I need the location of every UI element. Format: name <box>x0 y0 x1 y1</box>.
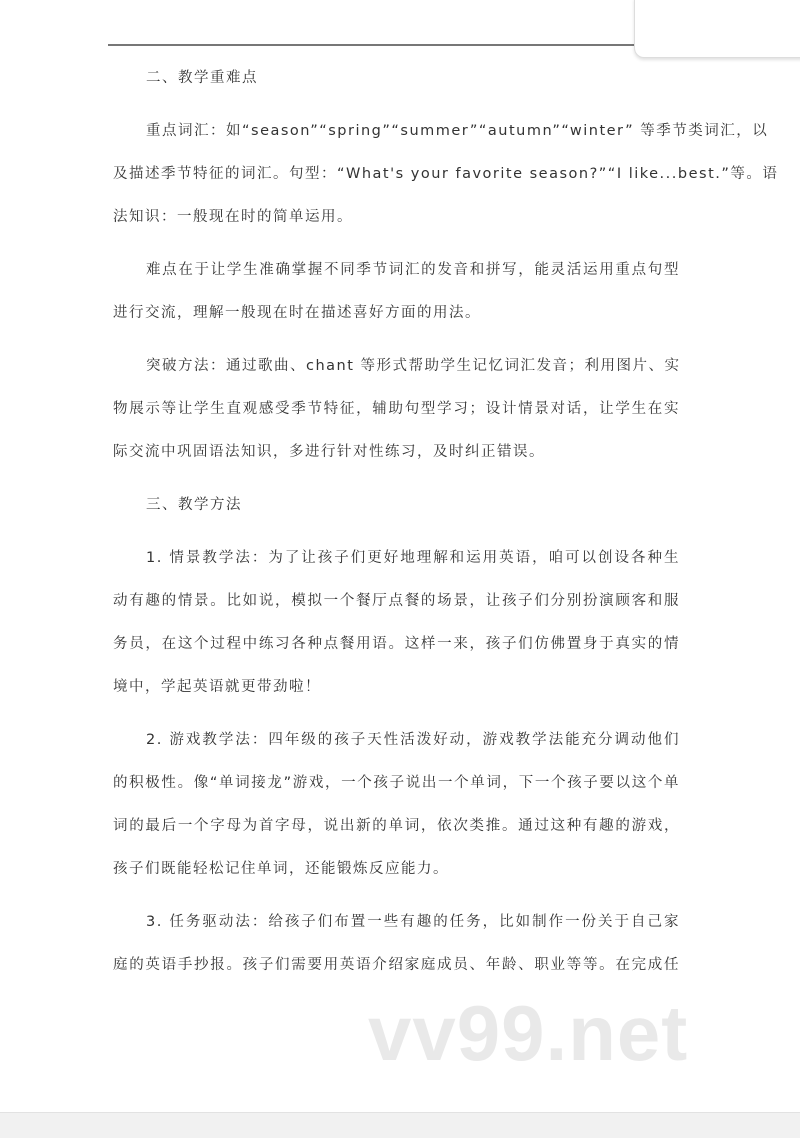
page-top-rule <box>108 44 634 46</box>
text-line: 孩子们既能轻松记住单词，还能锻炼反应能力。 <box>113 861 449 877</box>
text-line: 务员，在这个过程中练习各种点餐用语。这样一来，孩子们仿佛置身于真实的情 <box>113 636 680 652</box>
text-line: 难点在于让学生准确掌握不同季节词汇的发音和拼写，能灵活运用重点句型 <box>146 262 680 278</box>
text-line: 突破方法：通过歌曲、chant 等形式帮助学生记忆词汇发音；利用图片、实 <box>146 358 681 374</box>
text-line: 二、教学重难点 <box>146 70 258 86</box>
text-line: 的积极性。像“单词接龙”游戏，一个孩子说出一个单词，下一个孩子要以这个单 <box>113 775 680 791</box>
paragraph <box>113 57 680 100</box>
text-line: 三、教学方法 <box>146 497 242 513</box>
text-line: 庭的英语手抄报。孩子们需要用英语介绍家庭成员、年龄、职业等等。在完成任 <box>113 957 680 973</box>
text-line: 2. 游戏教学法：四年级的孩子天性活泼好动，游戏教学法能充分调动他们 <box>146 732 680 748</box>
text-line: 1. 情景教学法：为了让孩子们更好地理解和运用英语，咱可以创设各种生 <box>146 550 680 566</box>
text-line: 境中，学起英语就更带劲啦！ <box>113 679 321 695</box>
bottom-scroll-bar[interactable] <box>0 1112 800 1138</box>
text-line: 词的最后一个字母为首字母，说出新的单词，依次类推。通过这种有趣的游戏， <box>113 818 680 834</box>
paragraph <box>113 901 680 987</box>
paragraph <box>113 537 680 709</box>
text-line: 重点词汇：如“season”“spring”“summer”“autumn”“winter” 等季节类词汇，以 <box>146 123 769 139</box>
document-body <box>113 57 779 997</box>
text-line: 际交流中巩固语法知识，多进行针对性练习，及时纠正错误。 <box>113 444 545 460</box>
paragraph <box>113 719 680 891</box>
watermark: vv99.net <box>368 989 689 1077</box>
text-line: 法知识：一般现在时的简单运用。 <box>113 209 353 225</box>
text-line: 动有趣的情景。比如说，模拟一个餐厅点餐的场景，让孩子们分别扮演顾客和服 <box>113 593 680 609</box>
page-corner-panel <box>634 0 800 58</box>
paragraph <box>113 110 779 239</box>
paragraph <box>113 484 680 527</box>
text-line: 3. 任务驱动法：给孩子们布置一些有趣的任务，比如制作一份关于自己家 <box>146 914 680 930</box>
text-line: 物展示等让学生直观感受季节特征，辅助句型学习；设计情景对话，让学生在实 <box>113 401 680 417</box>
paragraph <box>113 345 680 474</box>
text-line: 及描述季节特征的词汇。句型：“What's your favorite season?”“I like...best.”等。语 <box>113 166 779 182</box>
text-line: 进行交流，理解一般现在时在描述喜好方面的用法。 <box>113 305 481 321</box>
paragraph <box>113 249 680 335</box>
